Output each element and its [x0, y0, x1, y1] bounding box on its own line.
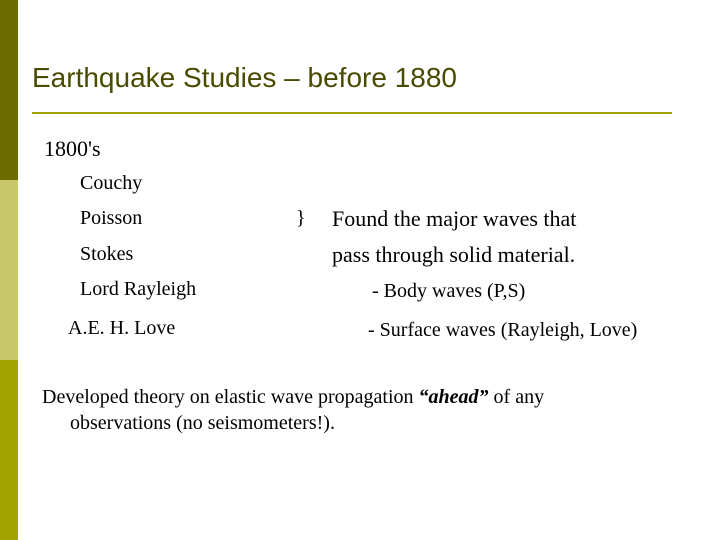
conclusion-text-start: Developed theory on elastic wave propagation [42, 386, 419, 408]
left-accent-bar [0, 0, 18, 540]
title-underline [32, 112, 672, 114]
surface-waves-note: - Surface waves (Rayleigh, Love) [368, 319, 638, 341]
period-heading: 1800's [44, 136, 101, 161]
conclusion-emphasis: “ahead” [418, 386, 489, 408]
scientist-poisson: Poisson [80, 207, 143, 229]
accent-bar-bottom [0, 360, 18, 540]
conclusion-text-end: of any [488, 386, 545, 408]
scientist-couchy: Couchy [80, 172, 143, 194]
slide-title: Earthquake Studies – before 1880 [32, 62, 457, 93]
scientist-love: A.E. H. Love [68, 317, 176, 339]
accent-bar-top [0, 0, 18, 180]
body-waves-note: - Body waves (P,S) [372, 280, 526, 302]
scientist-stokes: Stokes [80, 243, 134, 265]
finding-line-2: pass through solid material. [332, 242, 576, 267]
finding-line-1: Found the major waves that [332, 206, 577, 231]
conclusion-line-1 [42, 386, 544, 409]
accent-bar-middle [0, 180, 18, 360]
conclusion-line-2: observations (no seismometers!). [70, 412, 335, 434]
grouping-brace: } [296, 207, 306, 229]
scientist-rayleigh: Lord Rayleigh [80, 278, 197, 300]
